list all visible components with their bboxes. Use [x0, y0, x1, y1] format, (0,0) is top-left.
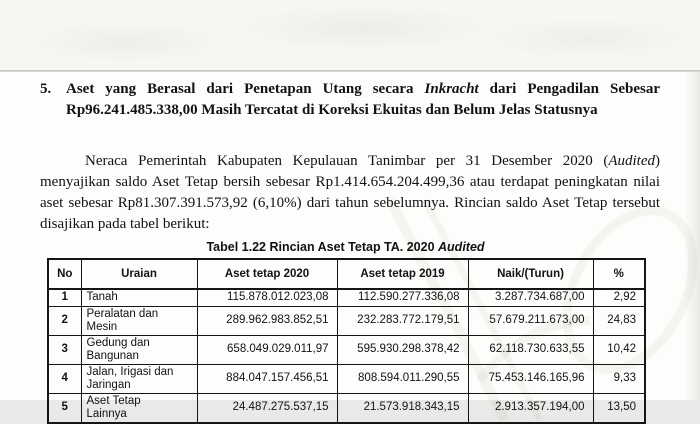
section-title-post: dari Pengadilan Sebesar Rp96.241.485.338,00 Masih Tercatat di Koreksi Ekuitas dan Belum Jelas Statusnya — [66, 81, 660, 118]
cell-aset-2020: 115.878.012.023,08 — [197, 289, 337, 306]
col-header-aset-2019: Aset tetap 2019 — [337, 259, 468, 289]
cell-aset-2019: 21.573.918.343,15 — [337, 393, 468, 423]
cell-naik-turun: 57.679.211.673,00 — [468, 306, 593, 335]
cell-aset-2020: 289.962.983.852,51 — [197, 306, 337, 335]
cell-uraian: Aset Tetap Lainnya — [81, 393, 197, 423]
section-title — [66, 79, 660, 121]
cell-naik-turun: 75.453.146.165,96 — [468, 364, 593, 393]
cell-aset-2020: 658.049.029.011,97 — [197, 335, 337, 364]
cell-uraian: Peralatan dan Mesin — [81, 306, 197, 335]
cell-aset-2019: 112.590.277.336,08 — [337, 289, 468, 306]
cell-no: 3 — [48, 335, 81, 364]
cell-aset-2019: 232.283.772.179,51 — [337, 306, 468, 335]
scan-right-edge-shadow — [684, 72, 700, 400]
table-caption — [47, 239, 644, 255]
col-header-no: No — [48, 259, 81, 289]
cell-naik-turun: 62.118.730.633,55 — [468, 335, 593, 364]
section-title-pre: Aset yang Berasal dari Penetapan Utang secara — [66, 81, 425, 97]
scan-top-edge — [0, 0, 700, 70]
table-row — [48, 306, 645, 335]
cell-naik-turun: 2.913.357.194,00 — [468, 393, 593, 423]
cell-uraian: Tanah — [81, 289, 197, 306]
col-header-naik-turun: Naik/(Turun) — [468, 259, 593, 289]
section-number: 5. — [40, 81, 52, 97]
cell-aset-2019: 808.594.011.290,55 — [337, 364, 468, 393]
table-row — [48, 364, 645, 393]
body-paragraph — [40, 151, 660, 235]
cell-persen: 24,83 — [593, 306, 645, 335]
col-header-aset-2020: Aset tetap 2020 — [197, 259, 337, 289]
col-header-uraian: Uraian — [81, 259, 197, 289]
cell-no: 4 — [48, 364, 81, 393]
cell-aset-2019: 595.930.298.378,42 — [337, 335, 468, 364]
cell-persen: 10,42 — [593, 335, 645, 364]
cell-no: 2 — [48, 306, 81, 335]
cell-aset-2020: 24.487.275.537,15 — [197, 393, 337, 423]
cell-uraian: Jalan, Irigasi dan Jaringan — [81, 364, 197, 393]
cell-persen: 9,33 — [593, 364, 645, 393]
paragraph-pre: Neraca Pemerintah Kabupaten Kepulauan Tanimbar per 31 Desember 2020 ( — [85, 153, 609, 169]
table-caption-italic: Audited — [438, 240, 485, 254]
cell-no: 1 — [48, 289, 81, 306]
paragraph-post: ) menyajikan saldo Aset Tetap bersih sebesar Rp1.414.654.204.499,36 atau terdapat peningkatan nilai aset sebesar Rp81.307.391.573,92 (6,10%) dari tahun sebelumnya. Rincian saldo Aset Tetap tersebut disajikan pada tabel berikut: — [40, 153, 660, 232]
table-header-row — [48, 259, 645, 289]
asset-table — [47, 258, 646, 424]
cell-no: 5 — [48, 393, 81, 423]
cell-naik-turun: 3.287.734.687,00 — [468, 289, 593, 306]
table-row — [48, 393, 645, 423]
table-row — [48, 289, 645, 306]
cell-persen: 13,50 — [593, 393, 645, 423]
scan-divider-line — [0, 70, 700, 72]
table-row — [48, 335, 645, 364]
section-heading — [40, 79, 660, 121]
asset-table-body — [48, 289, 645, 423]
cell-aset-2020: 884.047.157.456,51 — [197, 364, 337, 393]
cell-persen: 2,92 — [593, 289, 645, 306]
table-caption-pre: Tabel 1.22 Rincian Aset Tetap TA. 2020 — [206, 240, 439, 254]
cell-uraian: Gedung dan Bangunan — [81, 335, 197, 364]
paragraph-italic: Audited — [608, 153, 655, 169]
col-header-persen: % — [593, 259, 645, 289]
section-title-italic: Inkracht — [424, 81, 479, 97]
